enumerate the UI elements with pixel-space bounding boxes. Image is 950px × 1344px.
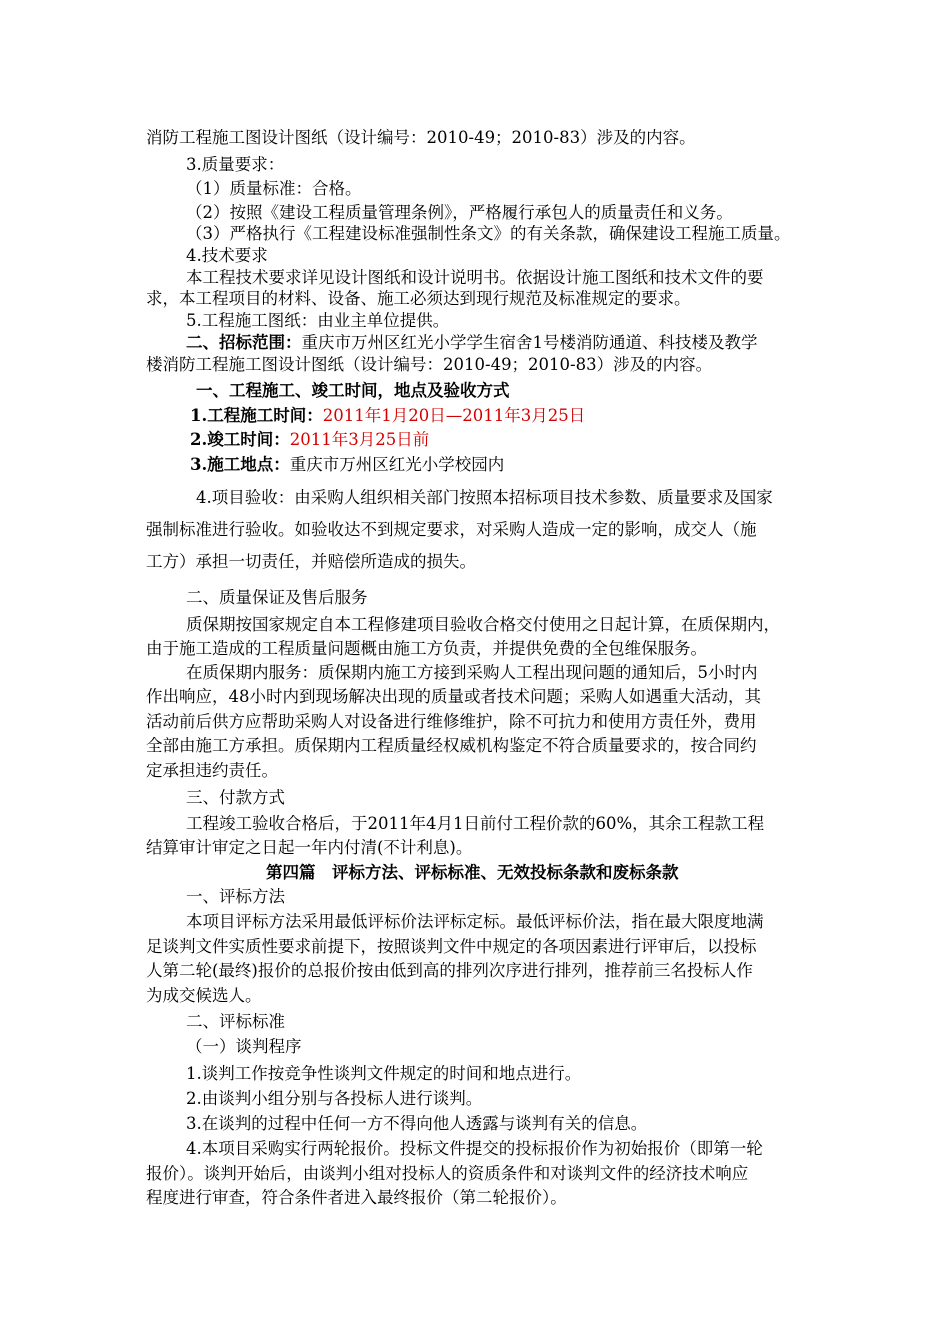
section-label: 二、招标范围： <box>186 333 302 352</box>
field-value: 2011年1月20日—2011年3月25日 <box>322 406 586 425</box>
text-line: 报价）。谈判开始后，由谈判小组对投标人的资质条件和对谈判文件的经济技术响应 <box>146 1164 749 1183</box>
text-line: 工方）承担一切责任，并赔偿所造成的损失。 <box>146 552 476 571</box>
text-line: 定承担违约责任。 <box>146 761 278 780</box>
chapter-heading: 第四篇 评标方法、评标标准、无效投标条款和废标条款 <box>266 863 679 882</box>
text-line: 在质保期内服务：质保期内施工方接到采购人工程出现问题的通知后，5小时内 <box>186 663 758 682</box>
text-line: 活动前后供方应帮助采购人对设备进行维修维护，除不可抗力和使用方责任外，费用 <box>146 712 757 731</box>
text-line: 由于施工造成的工程质量问题概由施工方负责，并提供免费的全包维保服务。 <box>146 639 707 658</box>
section-text: 重庆市万州区红光小学学生宿舍1号楼消防通道、科技楼及教学 <box>301 333 758 352</box>
field-label: 2.竣工时间： <box>190 430 290 449</box>
text-line: 足谈判文件实质性要求前提下，按照谈判文件中规定的各项因素进行评审后，以投标 <box>146 937 757 956</box>
text-line: 本工程技术要求详见设计图纸和设计说明书。依据设计施工图纸和技术文件的要 <box>186 268 764 287</box>
field-value: 2011年3月25日前 <box>289 430 430 449</box>
section-heading: 一、工程施工、竣工时间，地点及验收方式 <box>196 381 510 400</box>
text-line: 楼消防工程施工图设计图纸（设计编号：2010-49；2010-83）涉及的内容。 <box>146 355 713 374</box>
text-line: 3.质量要求： <box>186 155 285 174</box>
text-line <box>190 453 504 477</box>
text-line: 程度进行审查，符合条件者进入最终报价（第二轮报价）。 <box>146 1188 567 1207</box>
text-line: 二、质量保证及售后服务 <box>186 588 368 607</box>
text-line: 4.本项目采购实行两轮报价。投标文件提交的投标报价作为初始报价（即第一轮 <box>186 1139 763 1158</box>
text-line <box>186 331 758 355</box>
text-line: 二、评标标准 <box>186 1012 285 1031</box>
text-line: 求，本工程项目的材料、设备、施工必须达到现行规范及标准规定的要求。 <box>146 289 691 308</box>
text-line: 结算审计审定之日起一年内付清(不计利息)。 <box>146 838 473 857</box>
field-value: 重庆市万州区红光小学校园内 <box>289 455 505 474</box>
text-line: 工程竣工验收合格后，于2011年4月1日前付工程价款的60%，其余工程款工程 <box>186 814 765 833</box>
text-line: 4.技术要求 <box>186 246 268 265</box>
text-line: 1.谈判工作按竞争性谈判文件规定的时间和地点进行。 <box>186 1064 582 1083</box>
text-line: 三、付款方式 <box>186 788 285 807</box>
text-line: 强制标准进行验收。如验收达不到规定要求，对采购人造成一定的影响，成交人（施 <box>146 520 757 539</box>
text-line: （2）按照《建设工程质量管理条例》，严格履行承包人的质量责任和义务。 <box>186 203 733 222</box>
field-label: 3.施工地点： <box>190 455 290 474</box>
text-line: （一）谈判程序 <box>186 1037 302 1056</box>
text-line: 2.由谈判小组分别与各投标人进行谈判。 <box>186 1089 483 1108</box>
text-line: 本项目评标方法采用最低评标价法评标定标。最低评标价法，指在最大限度地满 <box>186 912 764 931</box>
field-label: 1.工程施工时间： <box>190 406 323 425</box>
text-line <box>190 428 429 452</box>
text-line: 为成交候选人。 <box>146 986 262 1005</box>
text-line: （1）质量标准：合格。 <box>186 179 362 198</box>
text-line: 一、评标方法 <box>186 887 285 906</box>
text-line: 消防工程施工图设计图纸（设计编号：2010-49；2010-83）涉及的内容。 <box>146 128 696 147</box>
text-line: （3）严格执行《工程建设标准强制性条文》的有关条款，确保建设工程施工质量。 <box>186 224 791 243</box>
text-line: 质保期按国家规定自本工程修建项目验收合格交付使用之日起计算，在质保期内， <box>186 615 780 634</box>
text-line: 人第二轮(最终)报价的总报价按由低到高的排列次序进行排列，推荐前三名投标人作 <box>146 961 753 980</box>
text-line: 全部由施工方承担。质保期内工程质量经权威机构鉴定不符合质量要求的，按合同约 <box>146 736 757 755</box>
text-line: 5.工程施工图纸：由业主单位提供。 <box>186 311 450 330</box>
text-line: 4.项目验收：由采购人组织相关部门按照本招标项目技术参数、质量要求及国家 <box>196 488 773 507</box>
text-line: 3.在谈判的过程中任何一方不得向他人透露与谈判有关的信息。 <box>186 1114 648 1133</box>
text-line: 作出响应，48小时内到现场解决出现的质量或者技术问题；采购人如遇重大活动，其 <box>146 687 761 706</box>
text-line <box>190 404 585 428</box>
